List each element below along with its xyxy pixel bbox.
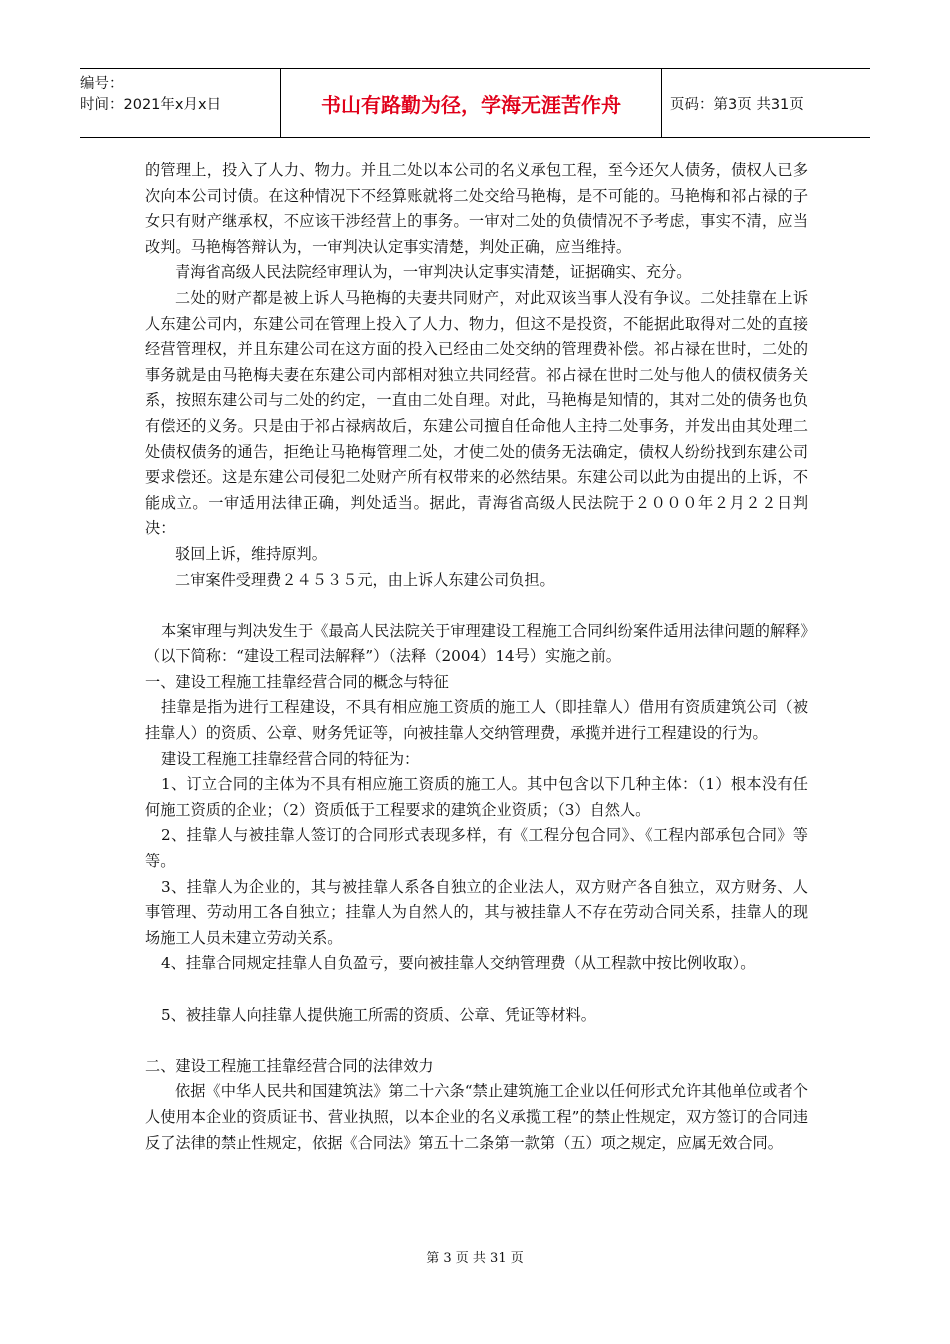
paragraph: 的管理上，投入了人力、物力。并且二处以本公司的名义承包工程，至今还欠人债务，债权人已多次向本公司讨债。在这种情况下不经算账就将二处交给马艳梅，是不可能的。马艳梅和祁占禄的子女只有财产继承权，不应该干涉经营上的事务。一审对二处的负债情况不予考虑，事实不清，应当改判。马艳梅答辩认为，一审判决认定事实清楚，判处正确，应当维持。 — [145, 161, 808, 256]
paragraph: 青海省高级人民法院经审理认为，一审判决认定事实清楚，证据确实、充分。 — [175, 263, 692, 282]
header-page-info: 页码：第3页 共31页 — [670, 96, 804, 113]
paragraph: 挂靠是指为进行工程建设，不具有相应施工资质的施工人（即挂靠人）借用有资质建筑公司（被挂靠人）的资质、公章、财务凭证等，向被挂靠人交纳管理费，承揽并进行工程建设的行为。 — [145, 698, 808, 743]
paragraph: 本案审理与判决发生于《最高人民法院关于审理建设工程施工合同纠纷案件适用法律问题的解释》（以下简称：“建设工程司法解释”）（法释（2004）14号）实施之前。 — [145, 621, 808, 666]
list-item: 2、挂靠人与被挂靠人签订的合同形式表现多样，有《工程分包合同》、《工程内部承包合同》等等。 — [145, 826, 808, 871]
list-item: 3、挂靠人为企业的，其与被挂靠人系各自独立的企业法人，双方财产各自独立，双方财务、人事管理、劳动用工各自独立；挂靠人为自然人的，其与被挂靠人不存在劳动合同关系，挂靠人的现场施工人员未建立劳动关系。 — [145, 877, 808, 947]
header-motto: 书山有路勤为径，学海无涯苦作舟 — [280, 69, 662, 137]
paragraph: 依据《中华人民共和国建筑法》第二十六条“禁止建筑施工企业以任何形式允许其他单位或者个人使用本企业的资质证书、营业执照，以本企业的名义承揽工程”的禁止性规定，双方签订的合同违反了法律的禁止性规定，依据《合同法》第五十二条第一款第（五）项之规定，应属无效合同。 — [145, 1082, 808, 1152]
list-item: 5、被挂靠人向挂靠人提供施工所需的资质、公章、凭证等材料。 — [161, 1005, 596, 1024]
page-footer: 第 3 页 共 31 页 — [426, 1251, 524, 1266]
number-label: 编号： — [80, 76, 124, 92]
paragraph: 建设工程施工挂靠经营合同的特征为： — [161, 749, 420, 768]
document-body — [145, 158, 808, 1156]
paragraph: 驳回上诉，维持原判。 — [175, 544, 327, 563]
paragraph: 二处的财产都是被上诉人马艳梅的夫妻共同财产，对此双该当事人没有争议。二处挂靠在上诉人东建公司内，东建公司在管理上投入了人力、物力，但这不是投资，不能据此取得对二处的直接经营管理权，并且东建公司在这方面的投入已经由二处交纳的管理费补偿。祁占禄在世时，二处的事务就是由马艳梅夫妻在东建公司内部相对独立共同经营。祁占禄在世时二处与他人的债权债务关系，按照东建公司与二处的约定，一直由二处自理。对此，马艳梅是知情的，其对二处的债务也负有偿还的义务。只是由于祁占禄病故后，东建公司擅自任命他人主持二处事务，并发出由其处理二处债权债务的通告，拒绝让马艳梅管理二处，才使二处的债务无法确定，债权人纷纷找到东建公司要求偿还。这是东建公司侵犯二处财产所有权带来的必然结果。东建公司以此为由提出的上诉，不能成立。一审适用法律正确，判处适当。据此，青海省高级人民法院于２０００年２月２２日判决： — [145, 288, 808, 538]
header-meta — [80, 69, 280, 137]
page-header — [80, 68, 870, 138]
section-heading: 一、建设工程施工挂靠经营合同的概念与特征 — [145, 672, 449, 691]
section-heading: 二、建设工程施工挂靠经营合同的法律效力 — [145, 1056, 434, 1075]
list-item: 1、订立合同的主体为不具有相应施工资质的施工人。其中包含以下几种主体：（1）根本没有任何施工资质的企业；（2）资质低于工程要求的建筑企业资质；（3）自然人。 — [145, 775, 808, 819]
time-label: 时间：2021年x月x日 — [80, 97, 222, 113]
paragraph: 二审案件受理费２４５３５元，由上诉人东建公司负担。 — [175, 570, 555, 589]
list-item: 4、挂靠合同规定挂靠人自负盈亏，要向被挂靠人交纳管理费（从工程款中按比例收取）。 — [161, 954, 756, 973]
